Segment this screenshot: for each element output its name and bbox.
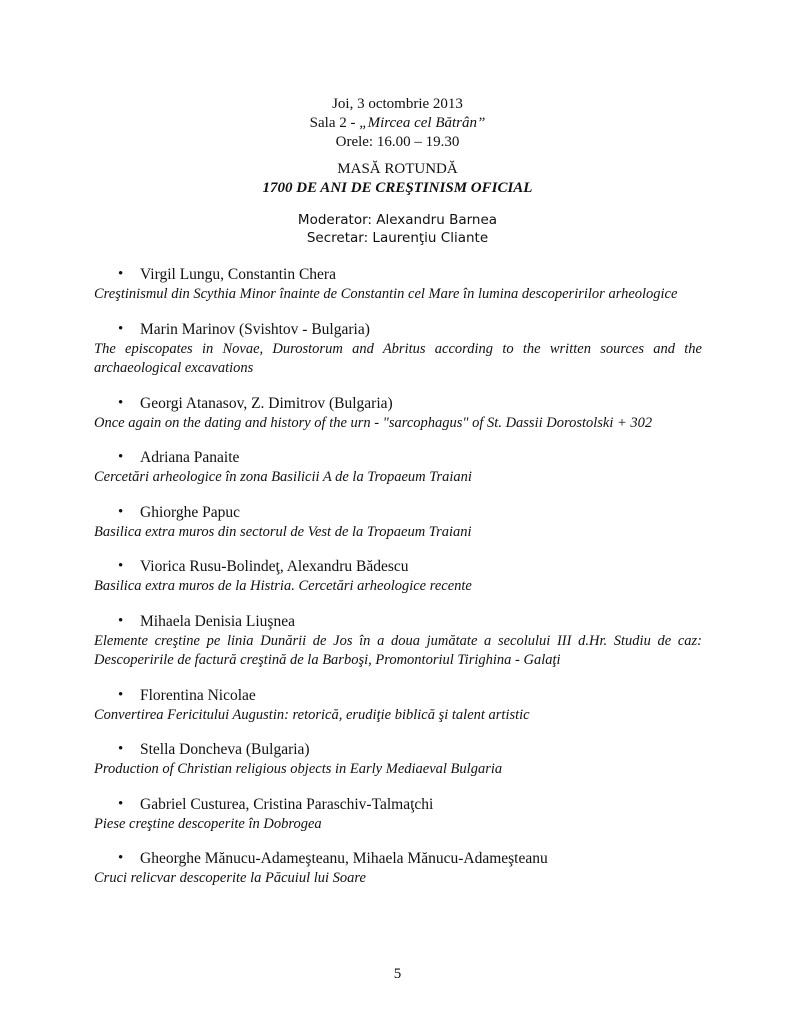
list-item	[94, 612, 702, 671]
session-date: Joi, 3 octombrie 2013	[332, 96, 463, 112]
paper-title: Elemente creştine pe linia Dunării de Jos în a doua jumătate a secolului III d.Hr. Studiu de caz: Descoperirile de factură creştină de la Barboşi, Promontoriul Tirighina - Galaţi	[94, 632, 702, 668]
author-names: Florentina Nicolae	[140, 686, 256, 704]
author-names: Gabriel Custurea, Cristina Paraschiv-Talmaţchi	[140, 795, 434, 813]
entry-authors	[94, 849, 702, 868]
session-hours: Orele: 16.00 – 19.30	[335, 134, 460, 150]
list-item	[94, 265, 702, 305]
list-item	[94, 740, 702, 780]
entry-authors	[94, 320, 702, 339]
entry-authors	[94, 503, 702, 522]
list-item	[94, 448, 702, 488]
author-names: Marin Marinov (Svishtov - Bulgaria)	[140, 320, 370, 338]
entry-authors	[94, 265, 702, 284]
bullet-icon: •	[118, 394, 124, 411]
room-name: „Mircea cel Bătrân”	[359, 115, 486, 131]
bullet-icon: •	[118, 266, 124, 282]
paper-title: Basilica extra muros de la Histria. Cercetări arheologice recente	[94, 578, 472, 594]
list-item	[94, 849, 702, 889]
list-item	[94, 557, 702, 597]
session-title-block	[0, 160, 795, 198]
secretary: Secretar: Laurenţiu Cliante	[306, 230, 489, 246]
paper-title: The episcopates in Novae, Durostorum and Abritus according to the written sources and the archaeological excavations	[94, 340, 702, 376]
entry-authors	[94, 557, 702, 576]
bullet-icon: •	[118, 449, 124, 465]
list-item	[94, 686, 702, 726]
paper-title: Cruci relicvar descoperite la Păcuiul lui Soare	[94, 870, 366, 886]
list-item	[94, 394, 702, 434]
room-prefix: Sala 2 -	[309, 115, 360, 131]
entry-authors	[94, 612, 702, 631]
entry-authors	[94, 740, 702, 759]
bullet-icon: •	[118, 741, 124, 757]
author-names: Virgil Lungu, Constantin Chera	[140, 266, 336, 283]
paper-title: Cercetări arheologice în zona Basilicii A de la Tropaeum Traiani	[94, 469, 472, 485]
author-names: Gheorghe Mănucu-Adameşteanu, Mihaela Mănucu-Adameşteanu	[140, 850, 548, 867]
moderator: Moderator: Alexandru Barnea	[297, 212, 498, 228]
bullet-icon: •	[118, 850, 124, 866]
session-type: MASĂ ROTUNDĂ	[337, 161, 458, 177]
bullet-icon: •	[118, 558, 124, 574]
paper-title: Convertirea Fericitului Augustin: retorică, erudiţie biblică şi talent artistic	[94, 706, 530, 723]
author-names: Adriana Panaite	[140, 449, 240, 466]
bullet-icon: •	[118, 795, 124, 812]
bullet-icon: •	[118, 612, 124, 629]
author-names: Georgi Atanasov, Z. Dimitrov (Bulgaria)	[140, 394, 393, 412]
page-number: 5	[393, 966, 402, 982]
session-officers	[0, 211, 795, 247]
list-item	[94, 795, 702, 835]
session-title: 1700 DE ANI DE CREŞTINISM OFICIAL	[262, 180, 533, 196]
entry-authors	[94, 686, 702, 705]
entry-authors	[94, 448, 702, 467]
author-names: Stella Doncheva (Bulgaria)	[140, 741, 310, 758]
list-item	[94, 503, 702, 543]
session-header	[0, 95, 795, 152]
bullet-icon: •	[118, 686, 124, 703]
entry-authors	[94, 394, 702, 413]
session-room	[0, 114, 795, 133]
paper-title: Creştinismul din Scythia Minor înainte de Constantin cel Mare în lumina descoperirilor arheologice	[94, 286, 678, 302]
bullet-icon: •	[118, 503, 124, 520]
bullet-icon: •	[118, 320, 124, 337]
author-names: Ghiorghe Papuc	[140, 503, 241, 521]
presentation-list	[94, 265, 702, 904]
entry-authors	[94, 795, 702, 814]
paper-title: Basilica extra muros din sectorul de Vest de la Tropaeum Traiani	[94, 523, 472, 540]
paper-title: Piese creştine descoperite în Dobrogea	[94, 815, 322, 832]
author-names: Mihaela Denisia Liuşnea	[140, 612, 295, 630]
list-item	[94, 320, 702, 379]
author-names: Viorica Rusu-Bolindeţ, Alexandru Bădescu	[140, 558, 409, 575]
paper-title: Production of Christian religious objects in Early Mediaeval Bulgaria	[94, 761, 503, 777]
paper-title: Once again on the dating and history of the urn - "sarcophagus" of St. Dassii Dorostolski + 302	[94, 414, 653, 431]
